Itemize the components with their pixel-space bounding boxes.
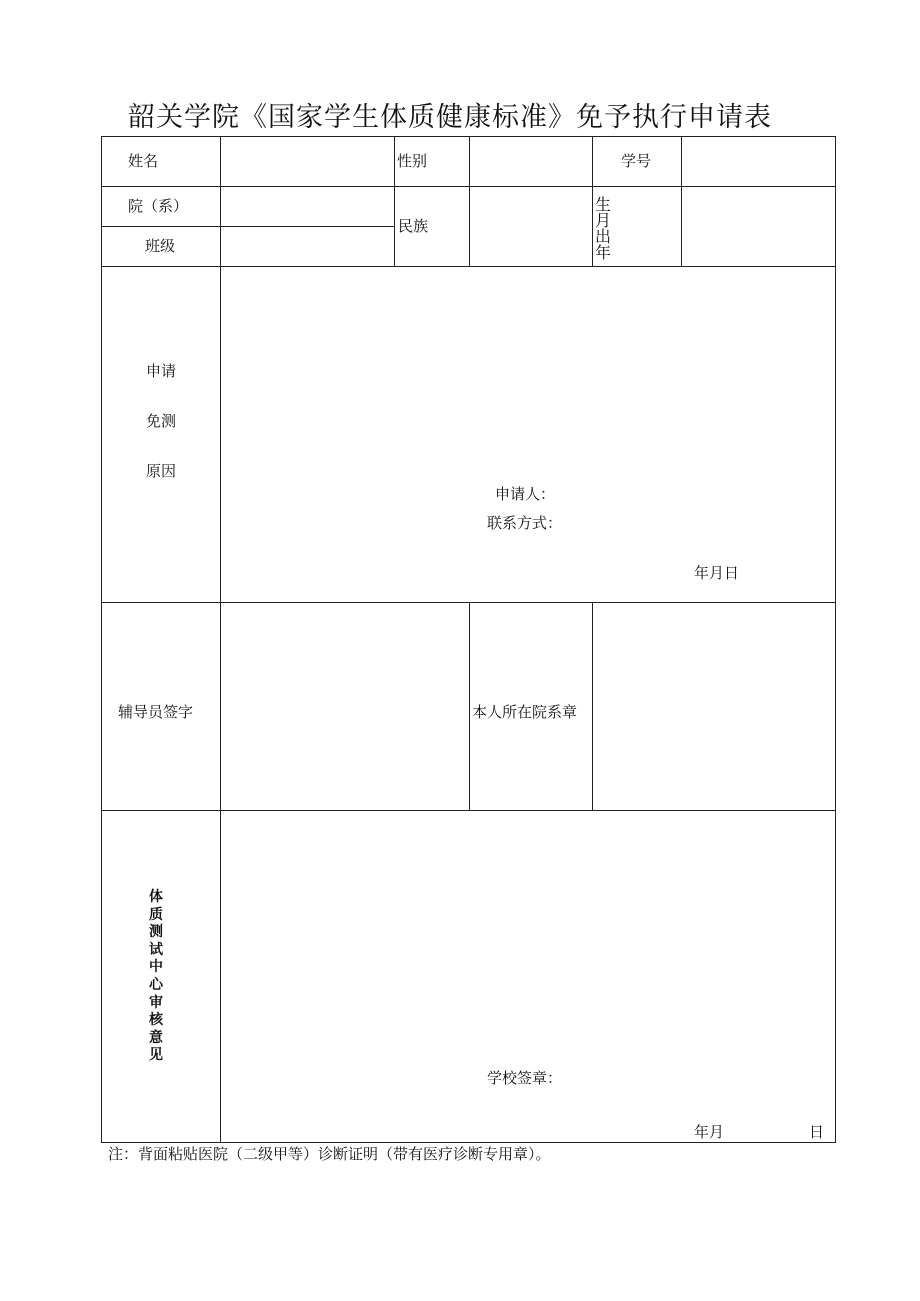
birth-char-3: 出 [594, 227, 611, 246]
college-seal-label: 本人所在院系章 [472, 703, 578, 721]
gender-label: 性别 [397, 152, 428, 170]
col-line-gender-right [469, 136, 470, 267]
reason-date-label: 年月日 [694, 564, 740, 582]
counselor-sign-label: 辅导员签字 [118, 703, 194, 721]
review-char-1: 体 [149, 889, 163, 905]
reason-line-1: 申请 [145, 362, 176, 380]
reason-line-3: 原因 [145, 462, 176, 480]
college-seal-field[interactable] [594, 604, 834, 809]
college-field[interactable] [222, 188, 393, 225]
birth-char-2: 月 [594, 211, 611, 230]
col-line-id-right [681, 136, 682, 267]
review-day-label: 日 [809, 1123, 825, 1141]
birth-date-field[interactable] [683, 188, 834, 265]
review-char-10: 见 [149, 1047, 163, 1064]
review-char-4: 试 [149, 941, 163, 958]
table-border-left [101, 136, 102, 1143]
form-title: 韶关学院《国家学生体质健康标准》免予执行申请表 [128, 102, 772, 133]
footnote: 注：背面粘贴医院（二级甲等）诊断证明（带有医疗诊断专用章）。 [108, 1145, 551, 1163]
contact-label: 联系方式： [487, 514, 563, 532]
class-label: 班级 [145, 237, 176, 255]
college-label: 院（系） [128, 197, 189, 215]
col-line-seal-right [592, 602, 593, 811]
row-line-college [101, 226, 395, 227]
review-char-2: 质 [149, 906, 163, 923]
student-id-field[interactable] [683, 138, 834, 185]
col-line-id-left [592, 136, 593, 267]
birth-date-label [594, 197, 612, 261]
col-line-gender-left [394, 136, 395, 267]
reason-line-2: 免测 [145, 412, 176, 430]
table-border-right [835, 136, 836, 1143]
reason-field[interactable] [222, 268, 834, 468]
review-opinion-field[interactable] [222, 812, 834, 1052]
ethnicity-label: 民族 [398, 217, 429, 235]
gender-field[interactable] [471, 138, 591, 185]
name-label: 姓名 [128, 152, 159, 170]
table-border-bottom [101, 1142, 836, 1143]
birth-char-1: 生 [594, 195, 611, 214]
review-char-8: 核 [149, 1012, 163, 1029]
col-line-label [220, 136, 221, 1143]
review-char-6: 心 [149, 976, 163, 993]
review-char-7: 审 [149, 994, 163, 1011]
col-line-seal-left [469, 602, 470, 811]
student-id-label: 学号 [621, 152, 652, 170]
review-char-3: 测 [149, 924, 163, 941]
review-char-5: 中 [149, 959, 163, 976]
name-field[interactable] [222, 138, 393, 185]
review-char-9: 意 [149, 1029, 163, 1046]
review-opinion-label [146, 889, 166, 1065]
ethnicity-field[interactable] [471, 188, 591, 265]
birth-char-4: 年 [594, 243, 611, 262]
school-seal-label: 学校签章： [487, 1069, 563, 1087]
applicant-label: 申请人： [495, 485, 556, 503]
review-year-month-label: 年月 [694, 1123, 725, 1141]
counselor-sign-field[interactable] [222, 604, 468, 809]
class-field[interactable] [222, 228, 393, 265]
